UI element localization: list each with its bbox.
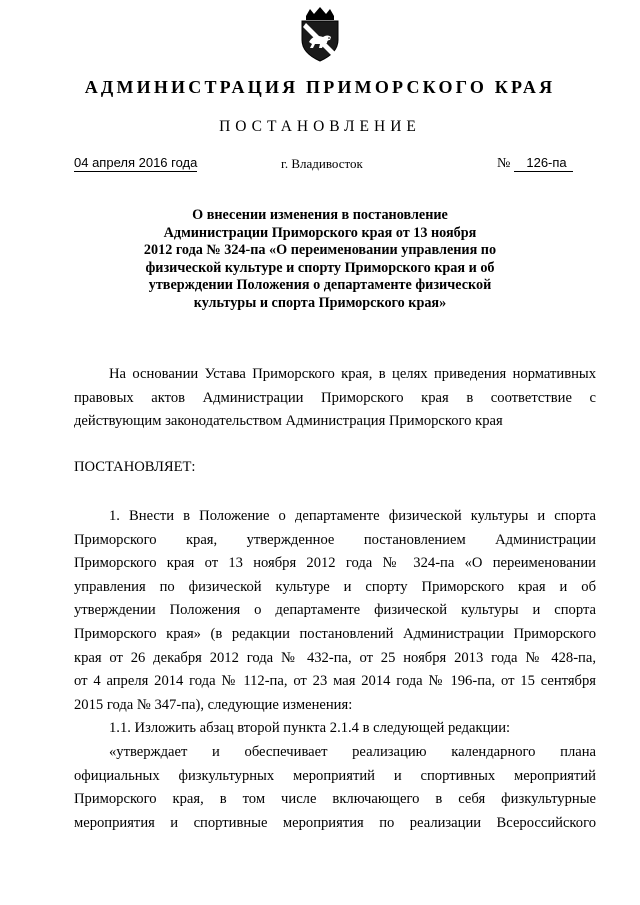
item-1-1-paragraph	[74, 717, 596, 741]
text-line: ПОСТАНОВЛЯЕТ:	[74, 459, 196, 475]
title-line: Администрации Приморского края от 13 ноября	[163, 224, 477, 241]
text-line: утверждении Положения о департаменте физической культуры и спорта	[74, 602, 596, 619]
document-type: ПОСТАНОВЛЕНИЕ	[219, 118, 421, 135]
document-title	[120, 207, 520, 313]
text-line: 1.1. Изложить абзац второй пункта 2.1.4 в следующей редакции:	[109, 720, 511, 736]
text-line: Приморского края от 13 ноября 2012 года № 324-па «О переименовании	[74, 555, 596, 572]
text-line: мероприятия и спортивные мероприятия по реализации Всероссийского	[74, 814, 596, 831]
text-line: управления по физической культуре и спорту Приморского края и об	[74, 578, 596, 595]
organization-name: АДМИНИСТРАЦИЯ ПРИМОРСКОГО КРАЯ	[84, 77, 556, 97]
quote-paragraph	[74, 741, 596, 835]
title-line: 2012 года № 324-па «О переименовании управления по	[143, 242, 497, 259]
text-line: правовых актов Администрации Приморского края в соответствие с	[74, 389, 596, 406]
title-line: О внесении изменения в постановление	[192, 207, 448, 223]
primorsky-krai-coat-of-arms-icon	[298, 6, 342, 62]
text-line: Приморского края, утвержденное постановлением Администрации	[74, 531, 596, 548]
preamble-paragraph	[74, 363, 596, 434]
text-line: 1. Внести в Положение о департаменте физической культуры и спорта	[109, 508, 596, 524]
text-line: «утверждает и обеспечивает реализацию календарного плана	[109, 744, 596, 760]
item-1-paragraph	[74, 505, 596, 717]
text-line: Приморского края, в том числе включающего в себя физкультурные	[74, 791, 596, 808]
document-number: 126-па	[514, 155, 572, 172]
resolves-heading	[74, 456, 596, 480]
title-line: утверждении Положения о департаменте физической	[148, 277, 492, 294]
text-line: На основании Устава Приморского края, в целях приведения нормативных	[109, 366, 596, 382]
document-date: 04 апреля 2016 года	[74, 155, 198, 170]
text-line: края от 26 декабря 2012 года № 432-па, от 25 ноября 2013 года № 428-па,	[74, 649, 596, 666]
text-line: действующим законодательством Администрация Приморского края	[74, 413, 503, 430]
number-sign: №	[497, 156, 511, 171]
title-line: физической культуре и спорту Приморского края и об	[145, 259, 495, 276]
document-city: г. Владивосток	[281, 156, 363, 171]
text-line: официальных физкультурных мероприятий и спортивных мероприятий	[74, 767, 596, 784]
text-line: Приморского края» (в редакции постановлений Администрации Приморского	[74, 625, 596, 642]
text-line: от 4 апреля 2014 года № 112-па, от 23 мая 2014 года № 196-па, от 15 сентября	[74, 673, 596, 690]
title-line: культуры и спорта Приморского края»	[193, 294, 447, 311]
text-line: 2015 года № 347-па), следующие изменения:	[74, 696, 353, 713]
document-number-block	[497, 155, 573, 172]
